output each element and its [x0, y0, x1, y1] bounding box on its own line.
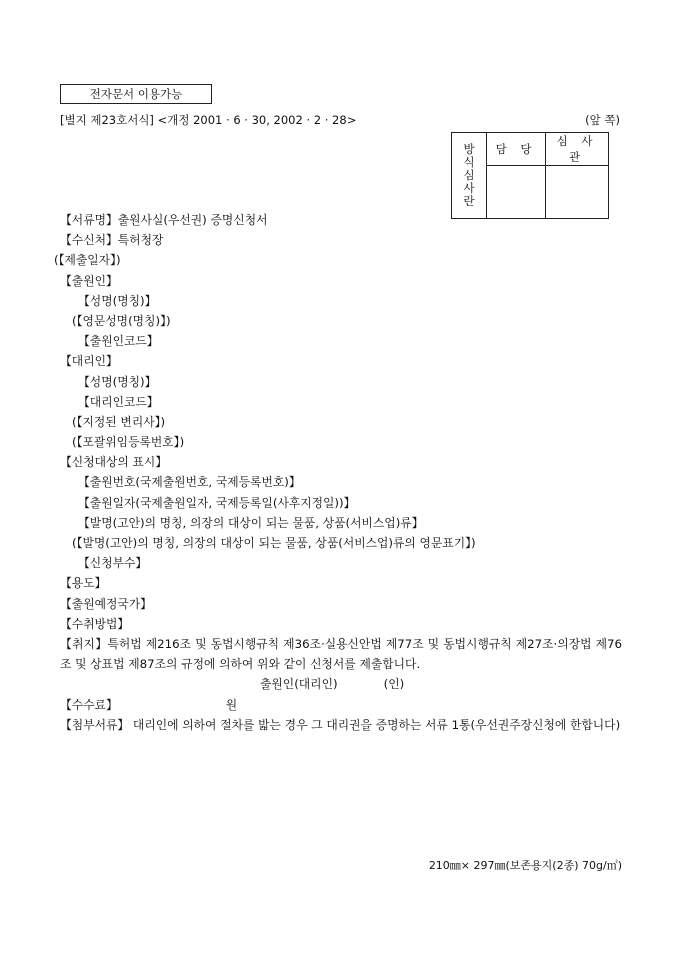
- field-agent-name: 【성명(명칭)】: [78, 374, 157, 389]
- field-designated-attorney: (【지정된 변리사】): [72, 414, 166, 429]
- field-app-date: 【출원일자(국제출원일자, 국제등록일(사후지정일))】: [78, 495, 356, 510]
- review-box: [451, 132, 609, 219]
- field-applicant-name: 【성명(명칭)】: [78, 293, 157, 308]
- electronic-doc-stamp: 전자문서 이용가능: [60, 84, 212, 104]
- paper-spec: 210㎜× 297㎜(보존용지(2종) 70g/㎡): [428, 859, 622, 872]
- review-col-staff: 담 당: [487, 133, 546, 166]
- field-agent-code: 【대리인코드】: [78, 394, 159, 409]
- field-app-number: 【출원번호(국제출원번호, 국제등록번호)】: [78, 475, 301, 490]
- review-label-char: 심: [463, 168, 475, 182]
- form-body: [54, 210, 622, 735]
- field-applicant-eng-name: (【영문성명(명칭)】): [72, 313, 171, 328]
- field-copies: 【신청부수】: [78, 556, 148, 571]
- field-applicant: 【출원인】: [60, 273, 118, 288]
- field-submit-date: (【제출일자】): [54, 253, 121, 268]
- form-identifier: [별지 제23호서식] <개정 2001 · 6 · 30, 2002 · 2 · 28>: [60, 113, 357, 127]
- signature-line: [60, 674, 622, 694]
- field-invention-title: 【발명(고안)의 명칭, 의장의 대상이 되는 물품, 상품(서비스업)류】: [78, 515, 424, 530]
- field-attachments: 【첨부서류】 대리인에 의하여 절차를 밟는 경우 그 대리권을 증명하는 서류 1통(우선권주장신청에 한합니다): [60, 717, 621, 732]
- field-invention-eng-title: (【발명(고안)의 명칭, 의장의 대상이 되는 물품, 상품(서비스업)류의 영문표기】): [72, 536, 476, 550]
- field-purpose: 【취지】특허법 제216조 및 동법시행규칙 제36조·실용신안법 제77조 및 동법시행규칙 제27조·의장법 제76조 및 상표법 제87조의 규정에 의하여 위와 같이 신청서를 제출합니다.: [60, 636, 622, 672]
- review-col-examiner: 심 사 관: [546, 133, 609, 166]
- review-label-char: 방: [463, 142, 475, 156]
- field-blanket-registration: (【포괄위임등록번호】): [72, 435, 185, 450]
- review-label-char: 란: [463, 194, 475, 208]
- field-doc-name: 【서류명】출원사실(우선권) 증명신청서: [60, 213, 268, 227]
- field-planned-countries: 【출원예정국가】: [60, 596, 152, 611]
- review-vertical-label: [452, 133, 487, 219]
- field-receive-method: 【수취방법】: [60, 616, 130, 631]
- fee-label: 【수수료】: [60, 697, 118, 712]
- signer-label: 출원인(대리인): [260, 677, 338, 692]
- page-side-label: (앞 쪽): [585, 113, 620, 127]
- field-recipient: 【수신처】특허청장: [60, 233, 164, 248]
- review-label-char: 식: [463, 155, 475, 169]
- seal-mark: (인): [383, 677, 405, 692]
- field-applicant-code: 【출원인코드】: [78, 334, 159, 349]
- field-target: 【신청대상의 표시】: [60, 455, 168, 470]
- field-agent: 【대리인】: [60, 354, 118, 369]
- field-usage: 【용도】: [60, 576, 107, 591]
- review-label-char: 사: [463, 181, 475, 195]
- fee-line: [60, 695, 622, 715]
- fee-unit: 원: [225, 697, 238, 712]
